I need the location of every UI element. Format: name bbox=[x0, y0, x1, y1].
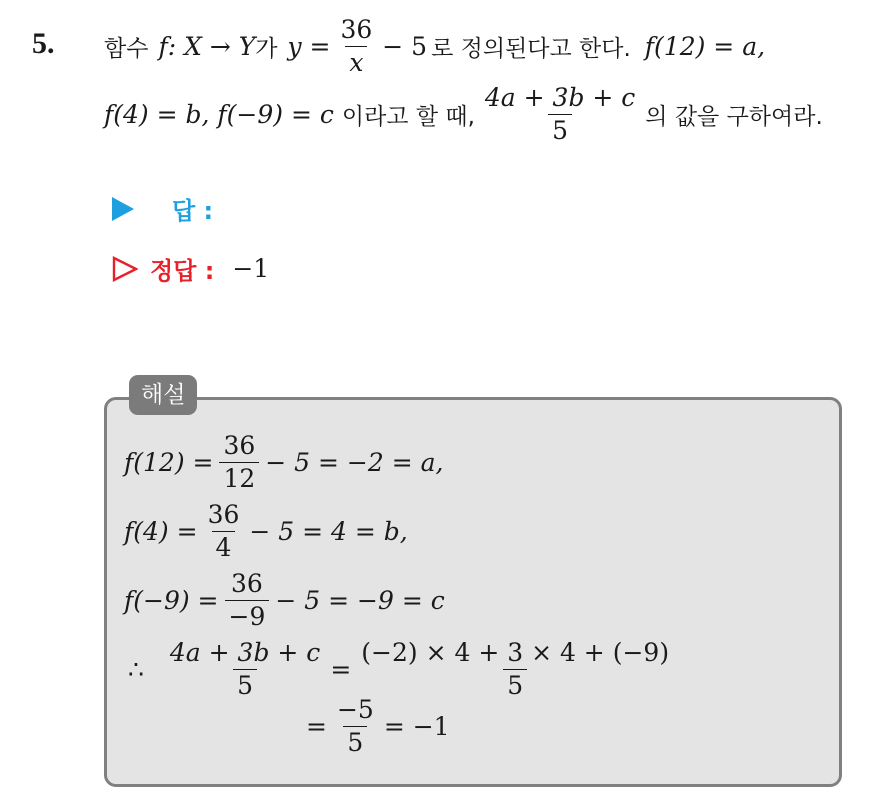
fraction-numerator: −5 bbox=[336, 695, 374, 724]
problem-line-2 bbox=[104, 82, 823, 146]
fraction-denominator: 5 bbox=[343, 726, 367, 757]
fraction-expression bbox=[481, 84, 639, 144]
solution-fraction-result bbox=[333, 696, 378, 756]
solution-fraction-expression bbox=[166, 639, 324, 699]
solution-rhs: − 5 = −9 = c bbox=[275, 585, 445, 615]
problem-line-1 bbox=[104, 14, 765, 78]
solution-lhs: f(4) = bbox=[124, 516, 198, 546]
solution-lhs: f(12) = bbox=[124, 447, 214, 477]
solution-row-2 bbox=[124, 501, 408, 561]
fraction-36-over-x bbox=[336, 16, 376, 76]
fraction-denominator: 5 bbox=[233, 669, 257, 700]
therefore-symbol: ∴ bbox=[128, 654, 144, 684]
fraction-denominator: 5 bbox=[503, 669, 527, 700]
solution-row-1 bbox=[124, 432, 443, 492]
solution-fraction bbox=[219, 432, 259, 492]
correct-answer-value: −1 bbox=[232, 254, 270, 283]
solution-rhs: − 5 = 4 = b, bbox=[249, 516, 408, 546]
fraction-numerator: 36 bbox=[207, 500, 240, 529]
fraction-numerator: (−2) × 4 + 3 × 4 + (−9) bbox=[361, 638, 670, 667]
solution-fraction bbox=[225, 570, 270, 630]
solution-row-4 bbox=[128, 639, 679, 699]
fraction-denominator: −9 bbox=[225, 600, 270, 631]
outline-triangle-icon bbox=[112, 256, 138, 282]
problem-text-when: 이라고 할 때, bbox=[341, 103, 475, 130]
problem-text-find-value: 의 값을 구하여라. bbox=[645, 103, 823, 130]
solution-rhs: − 5 = −2 = a, bbox=[265, 447, 444, 477]
solution-final-value: = −1 bbox=[383, 711, 450, 741]
answer-label: 답 : bbox=[172, 197, 214, 225]
problem-text-defined: 로 정의된다고 한다. bbox=[431, 35, 631, 62]
filled-triangle-icon bbox=[112, 197, 134, 221]
problem-text-function: 함수 bbox=[104, 35, 149, 62]
fraction-denominator: x bbox=[345, 46, 367, 77]
fraction-numerator: 4a + 3b + c bbox=[169, 638, 321, 667]
fraction-denominator: 12 bbox=[219, 462, 259, 493]
solution-fraction bbox=[204, 501, 244, 561]
fraction-numerator: 36 bbox=[231, 569, 263, 598]
solution-tab: 해설 bbox=[129, 375, 197, 415]
fraction-numerator: 36 bbox=[340, 15, 373, 44]
mapping-text: : X → Y bbox=[167, 31, 256, 61]
minus-five: − 5 bbox=[382, 31, 428, 61]
equals-sign: = bbox=[330, 654, 352, 684]
problem-number: 5. bbox=[32, 27, 55, 60]
solution-fraction-substituted bbox=[357, 639, 673, 699]
function-symbol: f bbox=[158, 31, 168, 61]
answer-row bbox=[112, 191, 213, 226]
y-equals: y = bbox=[287, 31, 331, 61]
fraction-denominator: 5 bbox=[548, 114, 572, 145]
correct-answer-label: 정답 : bbox=[150, 257, 215, 285]
f4-f-9-definitions: f(4) = b, f(−9) = c bbox=[104, 99, 334, 129]
correct-answer-row bbox=[112, 251, 269, 286]
solution-row-5 bbox=[306, 696, 450, 756]
solution-row-3 bbox=[124, 570, 445, 630]
equals-sign: = bbox=[306, 711, 327, 741]
f12-equals-a: f(12) = a, bbox=[644, 31, 766, 61]
fraction-numerator: 4a + 3b + c bbox=[484, 83, 636, 112]
fraction-numerator: 36 bbox=[223, 431, 256, 460]
solution-lhs: f(−9) = bbox=[124, 585, 219, 615]
fraction-denominator: 4 bbox=[212, 531, 236, 562]
problem-text-ga: 가 bbox=[255, 35, 278, 62]
